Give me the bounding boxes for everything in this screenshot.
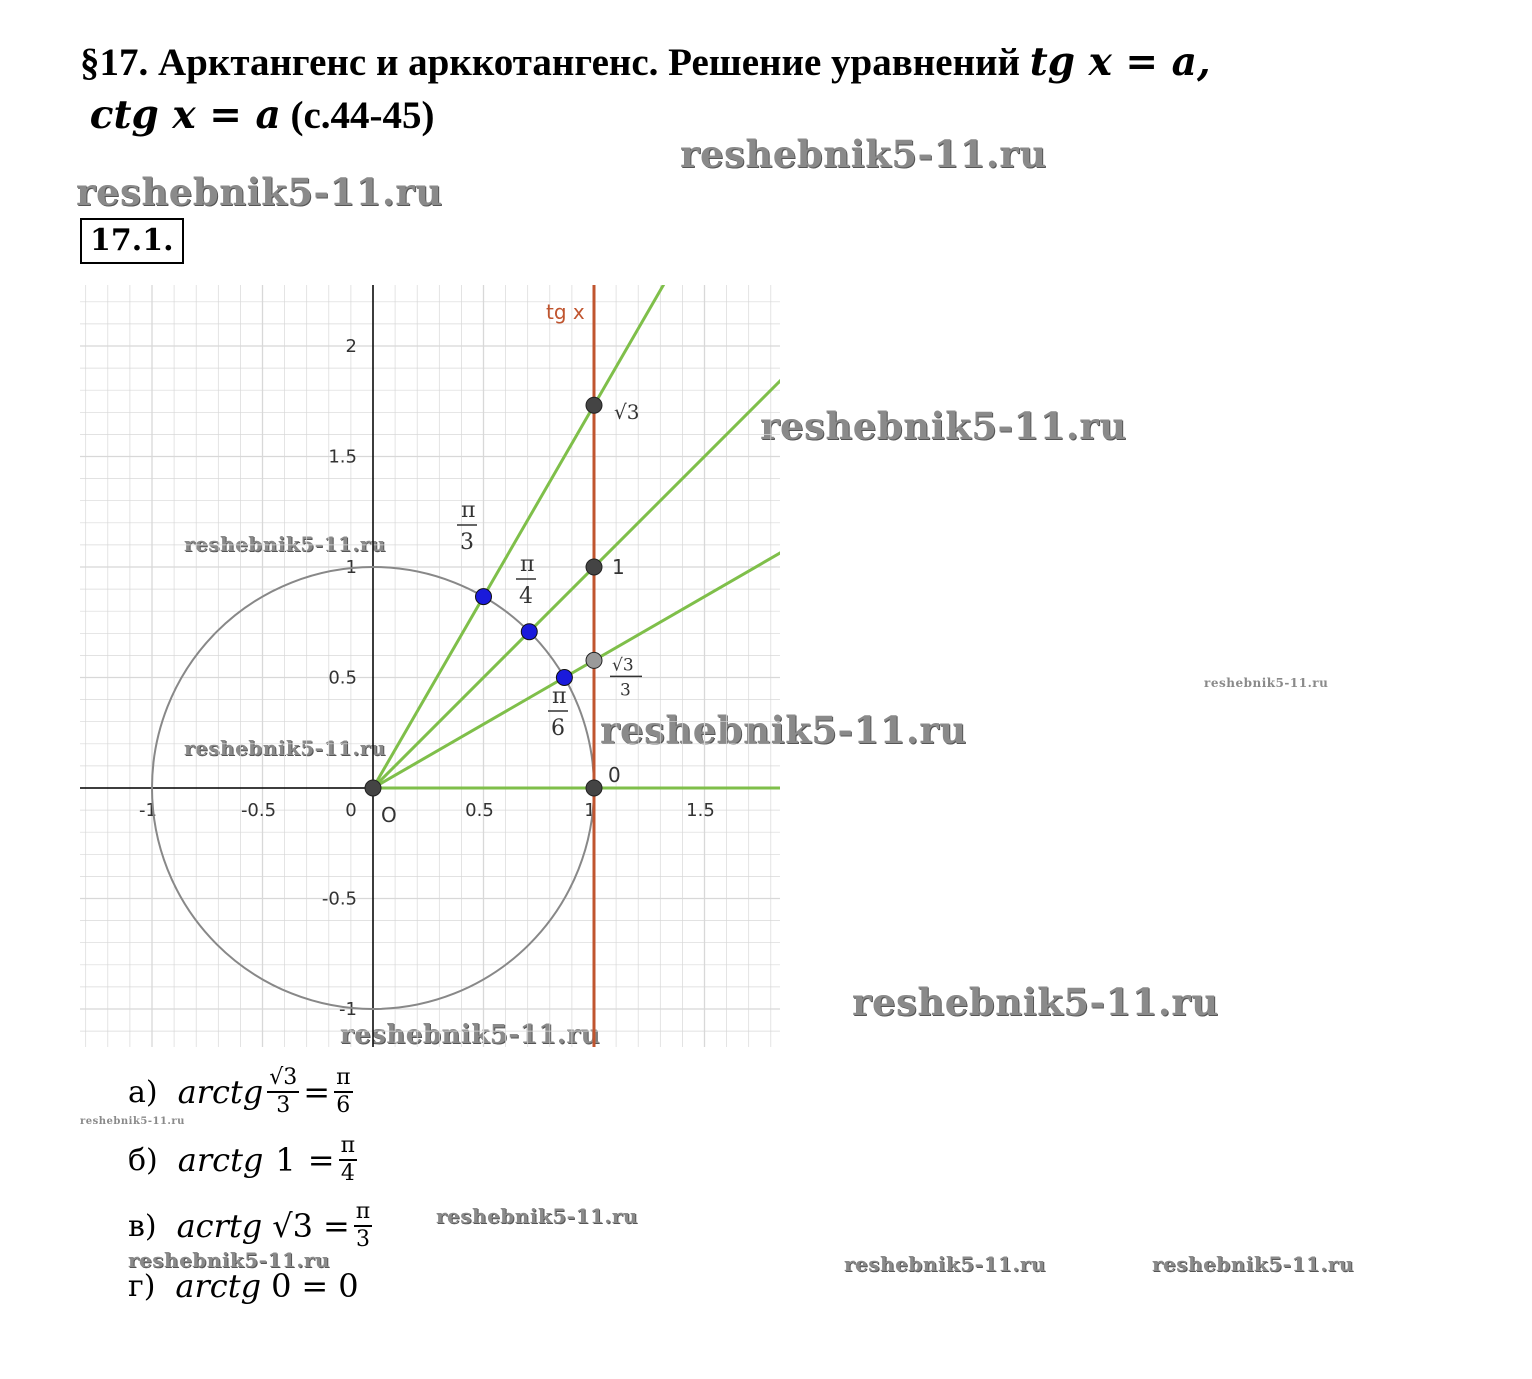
circle-point bbox=[521, 624, 537, 640]
x-tick-label: 0.5 bbox=[465, 800, 494, 821]
pi4-numerator: π bbox=[520, 552, 535, 577]
page-heading bbox=[80, 36, 1211, 142]
equals-sign: = bbox=[303, 1073, 331, 1111]
watermark: reshebnik5-11.ru bbox=[340, 1020, 601, 1050]
angle-ray bbox=[373, 457, 780, 789]
heading-math-tg: tg x = a, bbox=[1029, 39, 1211, 85]
x-tick-label: 0 bbox=[345, 800, 357, 821]
x-tick-label: -0.5 bbox=[240, 800, 277, 821]
fraction-numerator: √3 bbox=[267, 1065, 299, 1093]
watermark: reshebnik5-11.ru bbox=[852, 980, 1219, 1024]
angle-labels bbox=[457, 498, 568, 741]
unit-circle-graph bbox=[80, 285, 780, 1047]
fraction-numerator: π bbox=[354, 1199, 372, 1227]
watermark: reshebnik5-11.ru bbox=[184, 532, 386, 556]
y-tick-label: 2 bbox=[345, 336, 357, 357]
answer-c bbox=[128, 1199, 376, 1253]
tangent-point bbox=[586, 397, 602, 413]
angle-ray bbox=[373, 319, 780, 788]
watermark: reshebnik5-11.ru bbox=[760, 404, 1127, 448]
answer-label: г) bbox=[128, 1268, 156, 1304]
watermark: reshebnik5-11.ru bbox=[76, 170, 443, 214]
watermark: reshebnik5-11.ru bbox=[600, 708, 967, 752]
pi3-denominator: 3 bbox=[460, 530, 474, 555]
x-tick-label: 1 bbox=[584, 800, 596, 821]
watermark: reshebnik5-11.ru bbox=[436, 1204, 638, 1228]
answer-argument: 0 bbox=[271, 1267, 292, 1305]
fraction-denominator: 3 bbox=[356, 1227, 371, 1252]
watermark: reshebnik5-11.ru bbox=[844, 1252, 1046, 1276]
answer-d bbox=[128, 1267, 359, 1305]
y-tick-label: -1 bbox=[339, 999, 357, 1020]
answer-function: arctg bbox=[175, 1267, 262, 1305]
tangent-point bbox=[365, 780, 381, 796]
y-tick-label: 0.5 bbox=[328, 667, 357, 689]
heading-text: §17. Арктангенс и арккотангенс. Решение уравнений bbox=[80, 41, 1030, 84]
answer-function: arctg bbox=[177, 1141, 264, 1179]
answer-function: acrtg bbox=[176, 1207, 263, 1245]
y-tick-label: 1 bbox=[345, 557, 357, 578]
fraction-denominator: 6 bbox=[336, 1093, 351, 1118]
answer-argument: 1 bbox=[275, 1141, 296, 1179]
watermark: reshebnik5-11.ru bbox=[680, 132, 1047, 176]
pi4-denominator: 4 bbox=[519, 584, 533, 609]
pi3-numerator: π bbox=[461, 498, 476, 523]
sqrt3-over-3-numerator: √3 bbox=[612, 655, 634, 676]
point-labels bbox=[381, 400, 642, 827]
answer-argument: √3 bbox=[272, 1207, 313, 1245]
answer-b bbox=[128, 1133, 361, 1187]
tangent-point bbox=[586, 559, 602, 575]
pi6-denominator: 6 bbox=[551, 716, 565, 741]
answer-result-fraction bbox=[339, 1133, 357, 1187]
answer-result-fraction bbox=[334, 1065, 352, 1119]
equals-sign: = bbox=[301, 1267, 329, 1305]
problem-number: 17.1. bbox=[80, 218, 184, 264]
circle-point bbox=[476, 589, 492, 605]
one-label: 1 bbox=[612, 555, 625, 579]
y-tick-label: -0.5 bbox=[321, 888, 357, 910]
watermark: reshebnik5-11.ru bbox=[80, 1116, 185, 1127]
watermark: reshebnik5-11.ru bbox=[128, 1248, 330, 1272]
grid bbox=[80, 285, 780, 1047]
fraction-numerator: π bbox=[339, 1133, 357, 1161]
answer-function: arctg bbox=[177, 1073, 264, 1111]
pi6-numerator: π bbox=[552, 684, 567, 709]
answer-result-fraction bbox=[354, 1199, 372, 1253]
origin-label: O bbox=[381, 803, 397, 827]
y-tick-label: 1.5 bbox=[328, 446, 357, 468]
angle-rays bbox=[373, 285, 780, 788]
zero-label: 0 bbox=[608, 763, 621, 787]
watermark: reshebnik5-11.ru bbox=[184, 736, 386, 760]
answer-result: 0 bbox=[338, 1267, 359, 1305]
angle-ray bbox=[373, 285, 705, 788]
fraction-numerator: π bbox=[334, 1065, 352, 1093]
x-tick-label: -1 bbox=[139, 800, 157, 821]
heading-line-1 bbox=[80, 36, 1211, 89]
watermark: reshebnik5-11.ru bbox=[1204, 676, 1329, 690]
heading-math-ctg: ctg x = a bbox=[89, 92, 281, 138]
fraction-denominator: 4 bbox=[340, 1161, 355, 1186]
equals-sign: = bbox=[322, 1207, 350, 1245]
answer-label: б) bbox=[128, 1142, 158, 1178]
tangent-line-label: tg x bbox=[546, 300, 585, 324]
sqrt3-over-3-denominator: 3 bbox=[620, 680, 631, 701]
sqrt3-label: √3 bbox=[614, 400, 640, 425]
answer-label: а) bbox=[128, 1074, 158, 1110]
tangent-point bbox=[586, 652, 602, 668]
fraction-denominator: 3 bbox=[276, 1093, 291, 1118]
answer-argument-fraction bbox=[267, 1065, 299, 1119]
equals-sign: = bbox=[307, 1141, 335, 1179]
heading-pages: (с.44-45) bbox=[280, 94, 435, 137]
answer-a bbox=[128, 1065, 357, 1119]
x-tick-label: 1.5 bbox=[686, 800, 715, 821]
tangent-point bbox=[586, 780, 602, 796]
answer-label: в) bbox=[128, 1208, 157, 1244]
watermark: reshebnik5-11.ru bbox=[1152, 1252, 1354, 1276]
axes bbox=[80, 285, 780, 1047]
